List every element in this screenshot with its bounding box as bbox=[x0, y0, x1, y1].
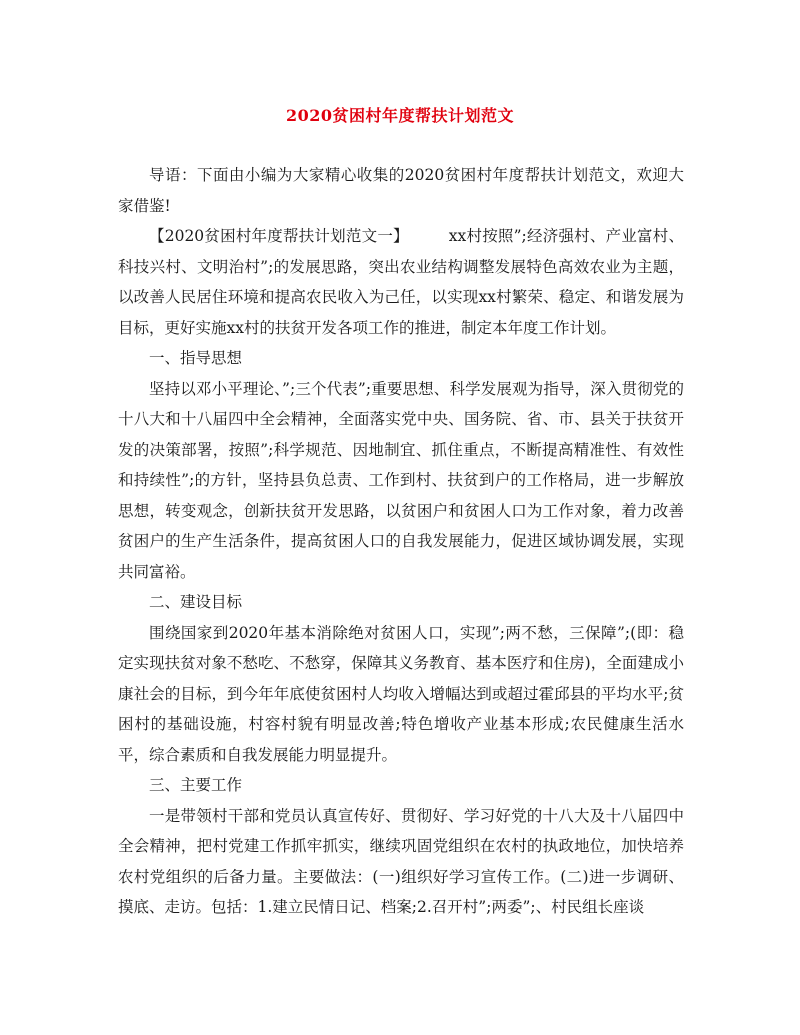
document-title: 2020贫困村年度帮扶计划范文 bbox=[285, 106, 515, 125]
section-3-body: 一是带领村干部和党员认真宣传好、贯彻好、学习好党的十八大及十八届四中全会精神，把村党建工作抓牢抓实，继续巩固党组织在农村的执政地位，加快培养农村党组织的后备力量。主要做法：(一)组织好学习宣传工作。(二)进一步调研、摸底、走访。包括：1.建立民情日记、档案;2.召开村”;两委”;、村民组长座谈 bbox=[118, 806, 684, 916]
section-2-body: 围绕国家到2020年基本消除绝对贫困人口，实现”;两不愁，三保障”;(即：稳定实现扶贫对象不愁吃、不愁穿，保障其义务教育、基本医疗和住房)，全面建成小康社会的目标，到今年年底使贫困村人均收入增幅达到或超过霍邱县的平均水平;贫困村的基础设施，村容村貌有明显改善;特色增收产业基本形成;农民健康生活水平，综合素质和自我发展能力明显提升。 bbox=[118, 623, 684, 764]
section-2-title: 二、建设目标 bbox=[149, 593, 243, 611]
sample-heading: 【2020贫困村年度帮扶计划范文一】 bbox=[149, 227, 409, 245]
section-1-title: 一、指导思想 bbox=[149, 349, 243, 367]
intro-paragraph: 导语：下面由小编为大家精心收集的2020贫困村年度帮扶计划范文，欢迎大家借鉴! bbox=[118, 166, 684, 215]
sample-paragraph-text: xx村按照”;经济强村、产业富村、科技兴村、文明治村”;的发展思路，突出农业结构调整发展特色高效农业为主题，以改善人民居住环境和提高农民收入为己任，以实现xx村繁荣、稳定、和谐发展为目标，更好实施xx村的扶贫开发各项工作的推进，制定本年度工作计划。 bbox=[118, 227, 684, 337]
section-1-body: 坚持以邓小平理论、”;三个代表”;重要思想、科学发展观为指导，深入贯彻党的十八大和十八届四中全会精神，全面落实党中央、国务院、省、市、县关于扶贫开发的决策部署，按照”;科学规范、因地制宜、抓住重点，不断提高精准性、有效性和持续性”;的方针，坚持县负总责、工作到村、扶贫到户的工作格局，进一步解放思想，转变观念，创新扶贫开发思路，以贫困户和贫困人口为工作对象，着力改善贫困户的生产生活条件，提高贫困人口的自我发展能力，促进区域协调发展，实现共同富裕。 bbox=[118, 379, 684, 581]
sample-paragraph bbox=[118, 221, 684, 343]
section-3-title: 三、主要工作 bbox=[149, 776, 243, 794]
document-body bbox=[118, 160, 684, 923]
